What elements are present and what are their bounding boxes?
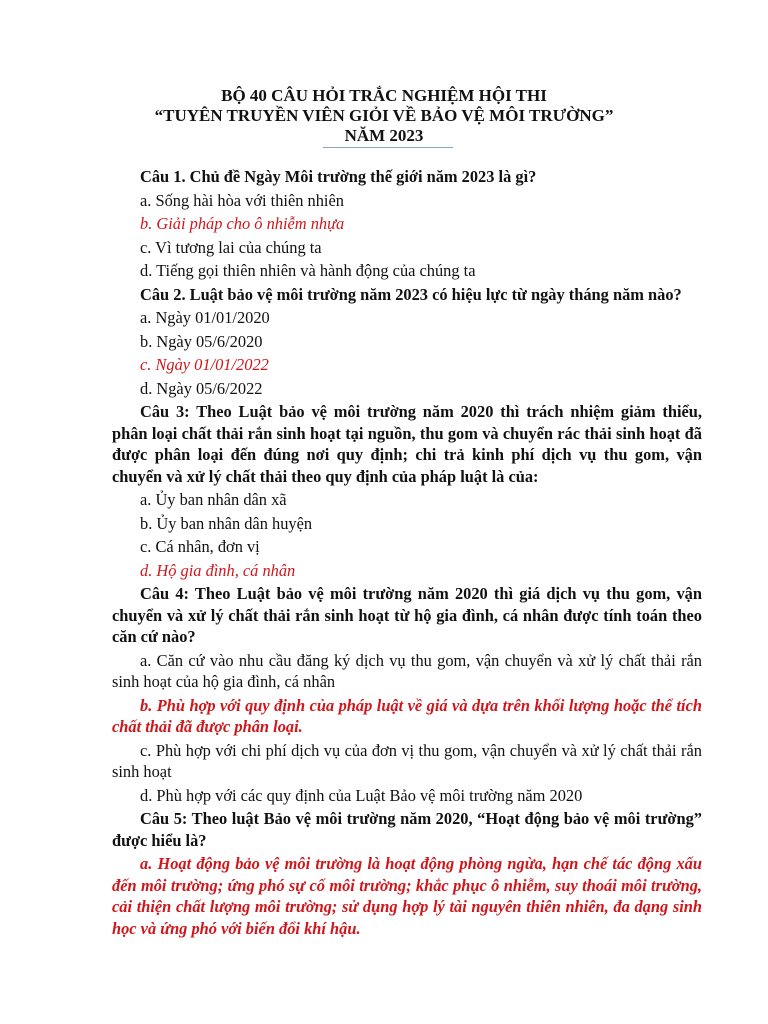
question-3: Câu 3: Theo Luật bảo vệ môi trường năm 2020 thì trách nhiệm giảm thiểu, phân loại chất thải rắn sinh hoạt tại nguồn, thu gom và chuyển rác thải sinh hoạt đã được phân loại đến đúng nơi quy định; chi trả kinh phí dịch vụ thu gom, vận chuyển và xử lý chất thải theo quy định của pháp luật là của:	[112, 402, 702, 486]
q4-option-d: d. Phù hợp với các quy định của Luật Bảo vệ môi trường năm 2020	[140, 785, 583, 805]
question-5: Câu 5: Theo luật Bảo vệ môi trường năm 2020, “Hoạt động bảo vệ môi trường” được hiểu là?	[112, 809, 702, 850]
title-line-3: NĂM 2023	[344, 126, 424, 145]
q4-option-c: c. Phù hợp với chi phí dịch vụ của đơn vị thu gom, vận chuyển và xử lý chất thải rắn sinh hoạt	[112, 740, 702, 781]
question-1: Câu 1. Chủ đề Ngày Môi trường thế giới năm 2023 là gì?	[140, 167, 537, 186]
document-title	[0, 86, 768, 146]
q1-option-d: d. Tiếng gọi thiên nhiên và hành động của chúng ta	[140, 261, 476, 280]
q1-option-a: a. Sống hài hòa với thiên nhiên	[140, 190, 344, 210]
title-line-2: “TUYÊN TRUYỀN VIÊN GIỎI VỀ BẢO VỆ MÔI TRƯỜNG”	[154, 106, 614, 125]
q3-option-c: c. Cá nhân, đơn vị	[140, 537, 260, 556]
q2-option-c-correct: c. Ngày 01/01/2022	[140, 355, 269, 374]
q1-option-b-correct: b. Giải pháp cho ô nhiễm nhựa	[140, 214, 345, 233]
title-line-1: BỘ 40 CÂU HỎI TRẮC NGHIỆM HỘI THI	[221, 86, 547, 105]
q4-option-a: a. Căn cứ vào nhu cầu đăng ký dịch vụ thu gom, vận chuyển và xử lý chất thải rắn sinh hoạt của hộ gia đình, cá nhân	[112, 650, 702, 691]
q2-option-d: d. Ngày 05/6/2022	[140, 378, 263, 398]
question-4: Câu 4: Theo Luật bảo vệ môi trường năm 2020 thì giá dịch vụ thu gom, vận chuyển và xử lý chất thải rắn sinh hoạt từ hộ gia đình, cá nhân được tính toán theo căn cứ nào?	[112, 584, 702, 646]
q5-option-a-correct: a. Hoạt động bảo vệ môi trường là hoạt động phòng ngừa, hạn chế tác động xấu đến môi trường; ứng phó sự cố môi trường; khắc phục ô nhiễm, suy thoái môi trường, cải thiện chất lượng môi trường; sử dụng hợp lý tài nguyên thiên nhiên, đa dạng sinh học và ứng phó với biến đổi khí hậu.	[112, 854, 702, 938]
q3-option-b: b. Ủy ban nhân dân huyện	[140, 513, 313, 533]
title-underline	[323, 147, 453, 148]
q2-option-b: b. Ngày 05/6/2020	[140, 331, 263, 351]
question-list	[112, 166, 702, 939]
q3-option-a: a. Ủy ban nhân dân xã	[140, 490, 287, 509]
q4-option-b-correct: b. Phù hợp với quy định của pháp luật về giá và dựa trên khối lượng hoặc thể tích chất thải đã được phân loại.	[112, 695, 702, 736]
question-2: Câu 2. Luật bảo vệ môi trường năm 2023 có hiệu lực từ ngày tháng năm nào?	[140, 284, 682, 304]
q2-option-a: a. Ngày 01/01/2020	[140, 308, 270, 327]
q3-option-d-correct: d. Hộ gia đình, cá nhân	[140, 560, 296, 580]
q1-option-c: c. Vì tương lai của chúng ta	[140, 237, 322, 257]
